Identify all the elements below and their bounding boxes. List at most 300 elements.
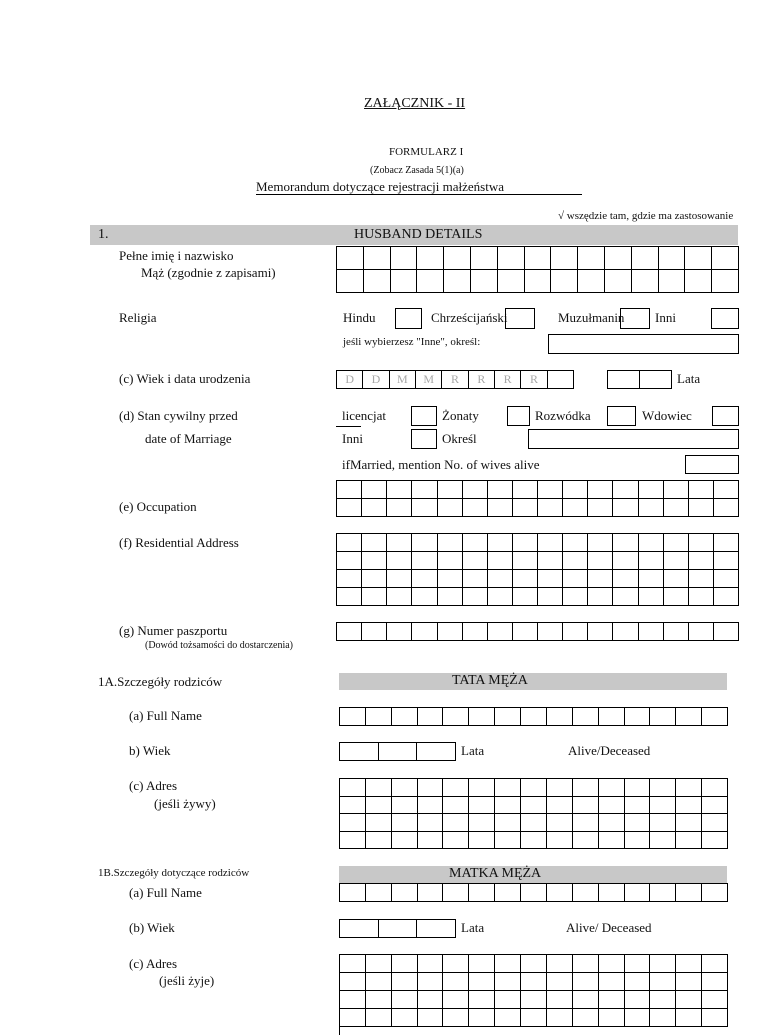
input-cell[interactable] <box>438 552 463 570</box>
input-cell[interactable] <box>599 708 625 726</box>
input-cell[interactable] <box>337 270 364 293</box>
input-cell[interactable] <box>599 955 625 973</box>
input-cell[interactable] <box>702 797 728 815</box>
input-cell[interactable] <box>632 270 659 293</box>
input-cell[interactable] <box>547 814 573 832</box>
input-cell[interactable] <box>573 973 599 991</box>
input-cell[interactable] <box>573 797 599 815</box>
input-cell[interactable] <box>525 270 552 293</box>
input-cell[interactable] <box>547 779 573 797</box>
input-cell[interactable] <box>412 481 437 499</box>
input-cell[interactable] <box>639 588 664 606</box>
input-cell[interactable] <box>685 270 712 293</box>
input-cell[interactable] <box>625 814 651 832</box>
input-cell[interactable] <box>488 481 513 499</box>
input-cell[interactable] <box>463 552 488 570</box>
input-cell[interactable] <box>689 588 714 606</box>
input-cell[interactable] <box>488 499 513 517</box>
input-cell[interactable] <box>702 884 728 902</box>
input-cell[interactable] <box>443 708 469 726</box>
civil-married-checkbox[interactable] <box>507 406 530 426</box>
input-cell[interactable] <box>563 534 588 552</box>
input-cell[interactable] <box>463 588 488 606</box>
input-cell[interactable] <box>538 570 563 588</box>
civil-divorced-checkbox[interactable] <box>607 406 636 426</box>
input-cell[interactable] <box>689 481 714 499</box>
input-cell[interactable] <box>588 499 613 517</box>
input-cell[interactable] <box>702 832 728 850</box>
input-cell[interactable] <box>513 570 538 588</box>
input-cell[interactable] <box>573 832 599 850</box>
input-cell[interactable] <box>547 708 573 726</box>
input-cell[interactable] <box>418 832 444 850</box>
dob-year-cell-2[interactable]: R <box>469 371 495 389</box>
input-cell[interactable] <box>340 991 366 1009</box>
input-cell[interactable] <box>387 570 412 588</box>
input-cell[interactable] <box>337 534 362 552</box>
input-cell[interactable] <box>588 588 613 606</box>
input-cell[interactable] <box>676 797 702 815</box>
input-cell[interactable] <box>443 1009 469 1027</box>
input-cell[interactable] <box>563 623 588 641</box>
input-cell[interactable] <box>443 955 469 973</box>
input-cell[interactable] <box>613 552 638 570</box>
input-cell[interactable] <box>443 814 469 832</box>
input-cell[interactable] <box>702 955 728 973</box>
input-cell[interactable] <box>714 623 739 641</box>
input-cell[interactable] <box>463 623 488 641</box>
input-cell[interactable] <box>664 481 689 499</box>
civil-bachelor-checkbox[interactable] <box>411 406 437 426</box>
input-cell[interactable] <box>676 991 702 1009</box>
dob-year-cell-4[interactable]: R <box>521 371 547 389</box>
input-cell[interactable] <box>469 779 495 797</box>
input-cell[interactable] <box>418 708 444 726</box>
dob-extra-cell[interactable] <box>548 371 574 389</box>
input-cell[interactable] <box>469 832 495 850</box>
input-cell[interactable] <box>392 973 418 991</box>
input-cell[interactable] <box>495 1009 521 1027</box>
input-cell[interactable] <box>625 832 651 850</box>
input-cell[interactable] <box>391 270 418 293</box>
input-cell[interactable] <box>650 832 676 850</box>
input-cell[interactable] <box>538 588 563 606</box>
input-cell[interactable] <box>340 920 379 938</box>
input-cell[interactable] <box>702 779 728 797</box>
input-cell[interactable] <box>337 588 362 606</box>
input-cell[interactable] <box>689 623 714 641</box>
input-cell[interactable] <box>538 481 563 499</box>
input-cell[interactable] <box>625 797 651 815</box>
input-cell[interactable] <box>521 814 547 832</box>
input-cell[interactable] <box>387 552 412 570</box>
input-cell[interactable] <box>664 570 689 588</box>
input-cell[interactable] <box>676 814 702 832</box>
input-cell[interactable] <box>547 832 573 850</box>
religion-christian-checkbox[interactable] <box>505 308 535 329</box>
input-cell[interactable] <box>495 973 521 991</box>
input-cell[interactable] <box>471 247 498 270</box>
input-cell[interactable] <box>443 797 469 815</box>
civil-widower-checkbox[interactable] <box>712 406 739 426</box>
input-cell[interactable] <box>412 623 437 641</box>
input-cell[interactable] <box>412 534 437 552</box>
input-cell[interactable] <box>625 884 651 902</box>
input-cell[interactable] <box>417 920 456 938</box>
input-cell[interactable] <box>488 570 513 588</box>
input-cell[interactable] <box>392 779 418 797</box>
father-full-name-input-grid[interactable] <box>339 707 728 726</box>
input-cell[interactable] <box>366 832 392 850</box>
input-cell[interactable] <box>513 481 538 499</box>
input-cell[interactable] <box>392 1009 418 1027</box>
input-cell[interactable] <box>563 481 588 499</box>
input-cell[interactable] <box>702 708 728 726</box>
input-cell[interactable] <box>664 552 689 570</box>
input-cell[interactable] <box>488 534 513 552</box>
input-cell[interactable] <box>418 884 444 902</box>
religion-muslim-checkbox[interactable] <box>620 308 650 329</box>
religion-hindu-checkbox[interactable] <box>395 308 422 329</box>
dob-input-grid[interactable] <box>336 370 574 389</box>
input-cell[interactable] <box>412 588 437 606</box>
input-cell[interactable] <box>689 570 714 588</box>
input-cell[interactable] <box>387 499 412 517</box>
input-cell[interactable] <box>392 832 418 850</box>
input-cell[interactable] <box>625 973 651 991</box>
input-cell[interactable] <box>573 955 599 973</box>
input-cell[interactable] <box>513 534 538 552</box>
input-cell[interactable] <box>599 991 625 1009</box>
input-cell[interactable] <box>613 499 638 517</box>
input-cell[interactable] <box>659 270 686 293</box>
input-cell[interactable] <box>362 570 387 588</box>
input-cell[interactable] <box>639 552 664 570</box>
full-name-input-grid[interactable] <box>336 246 739 293</box>
input-cell[interactable] <box>689 499 714 517</box>
input-cell[interactable] <box>639 534 664 552</box>
input-cell[interactable] <box>444 247 471 270</box>
input-cell[interactable] <box>495 884 521 902</box>
input-cell[interactable] <box>521 1009 547 1027</box>
input-cell[interactable] <box>495 779 521 797</box>
input-cell[interactable] <box>521 955 547 973</box>
input-cell[interactable] <box>521 991 547 1009</box>
input-cell[interactable] <box>488 588 513 606</box>
input-cell[interactable] <box>340 779 366 797</box>
input-cell[interactable] <box>362 552 387 570</box>
input-cell[interactable] <box>337 552 362 570</box>
input-cell[interactable] <box>588 534 613 552</box>
input-cell[interactable] <box>438 570 463 588</box>
input-cell[interactable] <box>573 814 599 832</box>
input-cell[interactable] <box>418 814 444 832</box>
input-cell[interactable] <box>538 552 563 570</box>
input-cell[interactable] <box>650 991 676 1009</box>
input-cell[interactable] <box>632 247 659 270</box>
input-cell[interactable] <box>689 552 714 570</box>
input-cell[interactable] <box>340 955 366 973</box>
input-cell[interactable] <box>605 270 632 293</box>
input-cell[interactable] <box>469 884 495 902</box>
dob-year-cell-3[interactable]: R <box>495 371 521 389</box>
input-cell[interactable] <box>392 708 418 726</box>
input-cell[interactable] <box>340 832 366 850</box>
input-cell[interactable] <box>469 708 495 726</box>
input-cell[interactable] <box>417 743 456 761</box>
input-cell[interactable] <box>639 499 664 517</box>
input-cell[interactable] <box>337 499 362 517</box>
input-cell[interactable] <box>573 884 599 902</box>
input-cell[interactable] <box>613 481 638 499</box>
input-cell[interactable] <box>714 534 739 552</box>
input-cell[interactable] <box>418 973 444 991</box>
dob-day-cell-2[interactable]: D <box>363 371 389 389</box>
mother-age-input-grid[interactable] <box>339 919 456 938</box>
input-cell[interactable] <box>702 1009 728 1027</box>
input-cell[interactable] <box>702 814 728 832</box>
input-cell[interactable] <box>366 991 392 1009</box>
input-cell[interactable] <box>650 779 676 797</box>
input-cell[interactable] <box>599 884 625 902</box>
input-cell[interactable] <box>664 623 689 641</box>
input-cell[interactable] <box>495 955 521 973</box>
input-cell[interactable] <box>676 779 702 797</box>
input-cell[interactable] <box>418 991 444 1009</box>
input-cell[interactable] <box>340 797 366 815</box>
input-cell[interactable] <box>702 991 728 1009</box>
input-cell[interactable] <box>538 534 563 552</box>
input-cell[interactable] <box>495 991 521 1009</box>
input-cell[interactable] <box>488 552 513 570</box>
input-cell[interactable] <box>392 884 418 902</box>
occupation-input-grid[interactable] <box>336 480 739 517</box>
input-cell[interactable] <box>513 623 538 641</box>
input-cell[interactable] <box>362 481 387 499</box>
input-cell[interactable] <box>547 797 573 815</box>
input-cell[interactable] <box>650 708 676 726</box>
input-cell[interactable] <box>639 481 664 499</box>
input-cell[interactable] <box>714 499 739 517</box>
input-cell[interactable] <box>362 623 387 641</box>
input-cell[interactable] <box>513 499 538 517</box>
religion-other-checkbox[interactable] <box>711 308 739 329</box>
input-cell[interactable] <box>364 247 391 270</box>
input-cell[interactable] <box>366 884 392 902</box>
input-cell[interactable] <box>362 588 387 606</box>
input-cell[interactable] <box>337 247 364 270</box>
wives-alive-input[interactable] <box>685 455 739 474</box>
civil-other-checkbox[interactable] <box>411 429 437 449</box>
input-cell[interactable] <box>563 552 588 570</box>
input-cell[interactable] <box>443 884 469 902</box>
input-cell[interactable] <box>379 743 418 761</box>
input-cell[interactable] <box>463 499 488 517</box>
mother-address-input-grid[interactable] <box>339 954 728 1035</box>
input-cell[interactable] <box>469 797 495 815</box>
input-cell[interactable] <box>573 708 599 726</box>
input-cell[interactable] <box>521 708 547 726</box>
input-cell[interactable] <box>676 955 702 973</box>
input-cell[interactable] <box>366 973 392 991</box>
input-cell[interactable] <box>613 570 638 588</box>
input-cell[interactable] <box>639 570 664 588</box>
input-cell[interactable] <box>418 955 444 973</box>
input-cell[interactable] <box>676 973 702 991</box>
input-cell[interactable] <box>366 708 392 726</box>
input-cell[interactable] <box>659 247 686 270</box>
input-cell[interactable] <box>337 481 362 499</box>
input-cell[interactable] <box>650 1009 676 1027</box>
input-cell[interactable] <box>664 499 689 517</box>
input-cell[interactable] <box>578 270 605 293</box>
input-cell[interactable] <box>714 481 739 499</box>
input-cell[interactable] <box>625 991 651 1009</box>
input-cell[interactable] <box>469 991 495 1009</box>
dob-day-cell-1[interactable]: D <box>337 371 363 389</box>
input-cell[interactable] <box>599 832 625 850</box>
input-cell[interactable] <box>685 247 712 270</box>
input-cell[interactable] <box>495 832 521 850</box>
input-cell[interactable] <box>443 832 469 850</box>
input-cell[interactable] <box>625 708 651 726</box>
input-cell[interactable] <box>599 814 625 832</box>
input-cell[interactable] <box>676 884 702 902</box>
input-cell[interactable] <box>498 247 525 270</box>
input-cell[interactable] <box>650 973 676 991</box>
input-cell[interactable] <box>521 832 547 850</box>
input-cell[interactable] <box>392 797 418 815</box>
input-cell[interactable] <box>521 973 547 991</box>
input-cell[interactable] <box>362 499 387 517</box>
input-cell[interactable] <box>547 973 573 991</box>
input-cell[interactable] <box>340 973 366 991</box>
input-cell[interactable] <box>392 955 418 973</box>
input-cell[interactable] <box>469 814 495 832</box>
input-cell[interactable] <box>392 991 418 1009</box>
input-cell[interactable] <box>366 779 392 797</box>
input-cell[interactable] <box>337 623 362 641</box>
input-cell[interactable] <box>443 973 469 991</box>
input-cell[interactable] <box>588 481 613 499</box>
input-cell[interactable] <box>521 884 547 902</box>
input-cell[interactable] <box>392 814 418 832</box>
input-cell[interactable] <box>664 588 689 606</box>
input-cell[interactable] <box>438 481 463 499</box>
input-cell[interactable] <box>712 247 739 270</box>
input-cell[interactable] <box>469 1009 495 1027</box>
input-cell[interactable] <box>417 247 444 270</box>
input-cell[interactable] <box>471 270 498 293</box>
input-cell[interactable] <box>362 534 387 552</box>
input-cell[interactable] <box>625 955 651 973</box>
input-cell[interactable] <box>689 534 714 552</box>
input-cell[interactable] <box>498 270 525 293</box>
input-cell[interactable] <box>337 570 362 588</box>
input-cell[interactable] <box>551 270 578 293</box>
input-cell[interactable] <box>712 270 739 293</box>
input-cell[interactable] <box>676 708 702 726</box>
input-cell[interactable] <box>443 991 469 1009</box>
input-cell[interactable] <box>469 973 495 991</box>
input-cell[interactable] <box>438 534 463 552</box>
input-cell[interactable] <box>547 1009 573 1027</box>
input-cell[interactable] <box>639 623 664 641</box>
input-cell[interactable] <box>463 570 488 588</box>
input-cell[interactable] <box>613 623 638 641</box>
input-cell[interactable] <box>513 552 538 570</box>
input-cell[interactable] <box>563 570 588 588</box>
father-address-input-grid[interactable] <box>339 778 728 849</box>
input-cell[interactable] <box>599 973 625 991</box>
input-cell[interactable] <box>547 955 573 973</box>
input-cell[interactable] <box>463 534 488 552</box>
input-cell[interactable] <box>364 270 391 293</box>
input-cell[interactable] <box>412 499 437 517</box>
input-cell[interactable] <box>438 588 463 606</box>
input-cell[interactable] <box>417 270 444 293</box>
input-cell[interactable] <box>379 920 418 938</box>
input-cell[interactable] <box>599 779 625 797</box>
passport-number-input-grid[interactable] <box>336 622 739 641</box>
input-cell[interactable] <box>714 570 739 588</box>
input-cell[interactable] <box>608 371 640 389</box>
input-cell[interactable] <box>513 588 538 606</box>
input-cell[interactable] <box>387 534 412 552</box>
input-cell[interactable] <box>443 779 469 797</box>
input-cell[interactable] <box>340 743 379 761</box>
input-cell[interactable] <box>613 534 638 552</box>
input-cell[interactable] <box>563 588 588 606</box>
input-cell[interactable] <box>625 779 651 797</box>
mother-full-name-input-grid[interactable] <box>339 883 728 902</box>
input-cell[interactable] <box>538 623 563 641</box>
input-cell[interactable] <box>340 814 366 832</box>
input-cell[interactable] <box>588 552 613 570</box>
age-input-grid[interactable] <box>607 370 672 389</box>
input-cell[interactable] <box>676 832 702 850</box>
input-cell[interactable] <box>664 534 689 552</box>
input-cell[interactable] <box>605 247 632 270</box>
input-cell[interactable] <box>412 570 437 588</box>
input-cell[interactable] <box>640 371 672 389</box>
dob-year-cell-1[interactable]: R <box>442 371 468 389</box>
input-cell[interactable] <box>714 552 739 570</box>
religion-other-input[interactable] <box>548 334 739 354</box>
father-age-input-grid[interactable] <box>339 742 456 761</box>
dob-month-cell-1[interactable]: M <box>390 371 416 389</box>
input-cell[interactable] <box>340 1009 366 1027</box>
input-cell[interactable] <box>551 247 578 270</box>
civil-specify-input[interactable] <box>528 429 739 449</box>
input-cell[interactable] <box>495 708 521 726</box>
input-cell[interactable] <box>387 623 412 641</box>
input-cell[interactable] <box>366 955 392 973</box>
input-cell[interactable] <box>573 1009 599 1027</box>
input-cell[interactable] <box>488 623 513 641</box>
input-cell[interactable] <box>463 481 488 499</box>
input-cell[interactable] <box>702 973 728 991</box>
input-cell[interactable] <box>418 1009 444 1027</box>
input-cell[interactable] <box>495 814 521 832</box>
input-cell[interactable] <box>444 270 471 293</box>
input-cell[interactable] <box>340 708 366 726</box>
input-cell[interactable] <box>563 499 588 517</box>
input-cell[interactable] <box>538 499 563 517</box>
input-cell[interactable] <box>387 588 412 606</box>
input-cell[interactable] <box>650 797 676 815</box>
dob-month-cell-2[interactable]: M <box>416 371 442 389</box>
